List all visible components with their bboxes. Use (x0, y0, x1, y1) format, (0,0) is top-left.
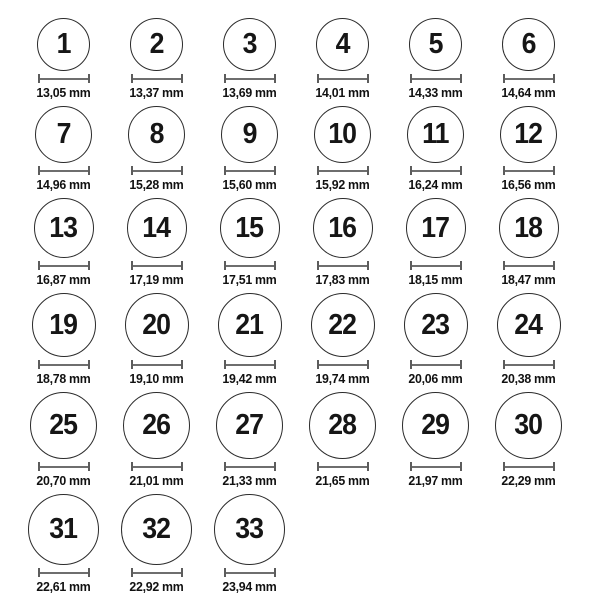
ring-size-number: 1 (56, 28, 71, 60)
measure-line (226, 78, 274, 80)
diameter-measure (38, 568, 90, 577)
diameter-label: 14,96 mm (36, 177, 91, 192)
measure-line (40, 466, 88, 468)
ring-circle (314, 106, 371, 163)
diameter-measure (503, 360, 555, 369)
ring-size-number: 31 (49, 513, 78, 545)
ring-size-cell (17, 18, 110, 100)
ring-circle (130, 18, 183, 71)
ring-size-cell (296, 293, 389, 386)
diameter-measure (38, 166, 90, 175)
measure-line (133, 265, 181, 267)
ring-size-number: 19 (49, 308, 78, 341)
diameter-label: 18,47 mm (501, 272, 556, 287)
ring-size-cell (296, 18, 389, 100)
ring-size-cell (17, 198, 110, 287)
ring-circle (121, 494, 192, 565)
ring-size-cell (110, 18, 203, 100)
measure-tick-right-icon (181, 261, 183, 270)
diameter-label: 15,92 mm (315, 177, 370, 192)
diameter-measure (131, 462, 183, 471)
diameter-measure (503, 261, 555, 270)
measure-tick-right-icon (460, 360, 462, 369)
measure-line (40, 572, 88, 574)
ring-circle (28, 494, 99, 565)
diameter-label: 18,15 mm (408, 272, 463, 287)
measure-tick-right-icon (88, 74, 90, 83)
ring-circle (495, 392, 562, 459)
measure-line (226, 364, 274, 366)
ring-circle (499, 198, 559, 258)
ring-size-cell (17, 293, 110, 386)
ring-circle (123, 392, 190, 459)
ring-size-number: 10 (328, 118, 357, 150)
diameter-measure (38, 74, 90, 83)
ring-size-number: 21 (235, 308, 264, 341)
diameter-label: 18,78 mm (36, 371, 91, 386)
diameter-measure (317, 360, 369, 369)
diameter-measure (224, 462, 276, 471)
measure-tick-right-icon (553, 261, 555, 270)
measure-tick-right-icon (181, 166, 183, 175)
ring-circle (125, 293, 189, 357)
ring-size-number: 33 (235, 513, 264, 545)
ring-circle (127, 198, 187, 258)
ring-circle (313, 198, 373, 258)
measure-line (40, 78, 88, 80)
ring-size-cell (203, 293, 296, 386)
ring-size-number: 22 (328, 308, 357, 341)
measure-tick-right-icon (274, 74, 276, 83)
ring-size-number: 18 (514, 211, 543, 244)
measure-tick-right-icon (88, 462, 90, 471)
diameter-measure (503, 166, 555, 175)
ring-circle (407, 106, 464, 163)
measure-tick-right-icon (460, 74, 462, 83)
measure-line (412, 466, 460, 468)
measure-line (319, 78, 367, 80)
ring-size-cell (110, 198, 203, 287)
diameter-label: 13,69 mm (222, 85, 277, 100)
ring-size-number: 5 (428, 28, 443, 60)
ring-size-number: 6 (521, 28, 536, 60)
ring-size-number: 14 (142, 211, 171, 244)
measure-tick-right-icon (367, 166, 369, 175)
ring-size-number: 32 (142, 513, 171, 545)
measure-tick-right-icon (181, 360, 183, 369)
measure-line (40, 265, 88, 267)
ring-size-cell (389, 198, 482, 287)
ring-size-cell (482, 392, 575, 488)
ring-size-cell (110, 494, 203, 594)
diameter-label: 22,61 mm (36, 579, 91, 594)
diameter-measure (317, 261, 369, 270)
measure-tick-right-icon (274, 360, 276, 369)
ring-circle (34, 198, 94, 258)
diameter-label: 14,33 mm (408, 85, 463, 100)
ring-size-number: 27 (235, 409, 264, 441)
measure-line (412, 78, 460, 80)
ring-circle (128, 106, 185, 163)
diameter-label: 15,60 mm (222, 177, 277, 192)
diameter-measure (224, 261, 276, 270)
ring-size-cell (110, 392, 203, 488)
ring-circle (406, 198, 466, 258)
ring-size-cell (110, 106, 203, 192)
measure-tick-right-icon (553, 360, 555, 369)
ring-circle (221, 106, 278, 163)
diameter-label: 15,28 mm (129, 177, 184, 192)
ring-circle (404, 293, 468, 357)
diameter-measure (410, 74, 462, 83)
measure-line (226, 572, 274, 574)
ring-size-cell (203, 198, 296, 287)
ring-size-cell (203, 494, 296, 594)
measure-tick-right-icon (460, 166, 462, 175)
measure-tick-right-icon (181, 74, 183, 83)
measure-tick-right-icon (553, 166, 555, 175)
measure-line (505, 265, 553, 267)
measure-line (226, 466, 274, 468)
ring-size-cell (389, 106, 482, 192)
ring-circle (32, 293, 96, 357)
ring-size-number: 30 (514, 409, 543, 441)
diameter-measure (317, 166, 369, 175)
ring-size-number: 20 (142, 308, 171, 341)
diameter-measure (38, 261, 90, 270)
ring-size-cell (482, 106, 575, 192)
diameter-label: 19,74 mm (315, 371, 370, 386)
measure-line (412, 364, 460, 366)
diameter-measure (410, 360, 462, 369)
measure-line (319, 265, 367, 267)
diameter-label: 13,37 mm (129, 85, 184, 100)
diameter-measure (503, 74, 555, 83)
ring-size-number: 24 (514, 308, 543, 341)
diameter-label: 20,06 mm (408, 371, 463, 386)
measure-line (133, 364, 181, 366)
ring-circle (218, 293, 282, 357)
ring-size-cell (482, 18, 575, 100)
diameter-measure (410, 166, 462, 175)
diameter-label: 21,01 mm (129, 473, 184, 488)
measure-line (133, 78, 181, 80)
measure-line (505, 466, 553, 468)
ring-size-cell (17, 494, 110, 594)
diameter-label: 20,38 mm (501, 371, 556, 386)
ring-size-number: 15 (235, 211, 264, 244)
diameter-label: 16,87 mm (36, 272, 91, 287)
ring-size-cell (389, 293, 482, 386)
chart-row (17, 494, 600, 594)
diameter-label: 17,51 mm (222, 272, 277, 287)
diameter-label: 13,05 mm (36, 85, 91, 100)
ring-size-number: 25 (49, 409, 78, 441)
diameter-measure (38, 462, 90, 471)
ring-size-number: 23 (421, 308, 450, 341)
measure-tick-right-icon (460, 261, 462, 270)
ring-size-cell (296, 198, 389, 287)
ring-circle (409, 18, 462, 71)
measure-line (40, 170, 88, 172)
measure-line (505, 170, 553, 172)
measure-tick-right-icon (181, 462, 183, 471)
diameter-measure (224, 74, 276, 83)
ring-size-number: 2 (149, 28, 164, 60)
diameter-label: 14,64 mm (501, 85, 556, 100)
ring-circle (37, 18, 90, 71)
ring-size-number: 26 (142, 409, 171, 441)
diameter-label: 17,83 mm (315, 272, 370, 287)
measure-line (412, 265, 460, 267)
measure-line (133, 466, 181, 468)
ring-size-number: 29 (421, 409, 450, 441)
diameter-measure (131, 261, 183, 270)
ring-size-number: 3 (242, 28, 257, 60)
measure-line (226, 265, 274, 267)
ring-size-cell (203, 18, 296, 100)
diameter-label: 21,33 mm (222, 473, 277, 488)
measure-line (40, 364, 88, 366)
diameter-measure (410, 261, 462, 270)
measure-tick-right-icon (88, 261, 90, 270)
diameter-measure (131, 360, 183, 369)
ring-circle (502, 18, 555, 71)
ring-size-number: 17 (421, 211, 450, 244)
diameter-label: 17,19 mm (129, 272, 184, 287)
diameter-label: 19,42 mm (222, 371, 277, 386)
ring-size-number: 11 (422, 118, 449, 150)
diameter-label: 22,92 mm (129, 579, 184, 594)
ring-circle (30, 392, 97, 459)
measure-line (319, 364, 367, 366)
measure-tick-right-icon (88, 568, 90, 577)
chart-row (17, 18, 600, 100)
measure-line (226, 170, 274, 172)
diameter-label: 16,56 mm (501, 177, 556, 192)
ring-size-number: 28 (328, 409, 357, 441)
diameter-measure (224, 166, 276, 175)
ring-size-cell (203, 392, 296, 488)
measure-tick-right-icon (367, 74, 369, 83)
measure-line (319, 170, 367, 172)
measure-tick-right-icon (88, 360, 90, 369)
measure-tick-right-icon (367, 360, 369, 369)
ring-size-number: 9 (242, 118, 257, 150)
ring-size-number: 4 (335, 28, 350, 60)
ring-size-cell (296, 106, 389, 192)
ring-size-cell (482, 293, 575, 386)
measure-line (133, 170, 181, 172)
measure-tick-right-icon (274, 568, 276, 577)
measure-tick-right-icon (274, 261, 276, 270)
diameter-measure (131, 166, 183, 175)
chart-row (17, 198, 600, 287)
diameter-measure (410, 462, 462, 471)
diameter-measure (224, 568, 276, 577)
diameter-measure (38, 360, 90, 369)
diameter-label: 14,01 mm (315, 85, 370, 100)
measure-tick-right-icon (460, 462, 462, 471)
ring-size-cell (389, 18, 482, 100)
ring-circle (216, 392, 283, 459)
measure-line (505, 364, 553, 366)
ring-circle (497, 293, 561, 357)
chart-row (17, 293, 600, 386)
diameter-label: 16,24 mm (408, 177, 463, 192)
measure-line (319, 466, 367, 468)
measure-line (412, 170, 460, 172)
measure-tick-right-icon (553, 74, 555, 83)
ring-size-cell (203, 106, 296, 192)
ring-size-cell (296, 392, 389, 488)
diameter-label: 21,97 mm (408, 473, 463, 488)
diameter-label: 19,10 mm (129, 371, 184, 386)
measure-line (505, 78, 553, 80)
diameter-measure (317, 462, 369, 471)
measure-tick-right-icon (181, 568, 183, 577)
measure-line (133, 572, 181, 574)
chart-row (17, 106, 600, 192)
diameter-measure (131, 74, 183, 83)
measure-tick-right-icon (274, 166, 276, 175)
diameter-label: 23,94 mm (222, 579, 277, 594)
chart-row (17, 392, 600, 488)
ring-size-cell (389, 392, 482, 488)
ring-size-cell (482, 198, 575, 287)
ring-circle (35, 106, 92, 163)
ring-circle (311, 293, 375, 357)
diameter-measure (224, 360, 276, 369)
measure-tick-right-icon (367, 261, 369, 270)
ring-circle (500, 106, 557, 163)
measure-tick-right-icon (88, 166, 90, 175)
diameter-label: 20,70 mm (36, 473, 91, 488)
ring-circle (316, 18, 369, 71)
ring-circle (214, 494, 285, 565)
ring-size-number: 8 (149, 118, 164, 150)
ring-size-number: 13 (49, 211, 78, 244)
diameter-measure (317, 74, 369, 83)
diameter-label: 22,29 mm (501, 473, 556, 488)
diameter-label: 21,65 mm (315, 473, 370, 488)
diameter-measure (503, 462, 555, 471)
ring-size-number: 12 (514, 118, 543, 150)
measure-tick-right-icon (274, 462, 276, 471)
ring-circle (309, 392, 376, 459)
ring-size-number: 16 (328, 211, 357, 244)
ring-size-cell (17, 392, 110, 488)
measure-tick-right-icon (553, 462, 555, 471)
measure-tick-right-icon (367, 462, 369, 471)
ring-circle (402, 392, 469, 459)
ring-size-number: 7 (56, 118, 71, 150)
ring-size-cell (110, 293, 203, 386)
ring-size-cell (17, 106, 110, 192)
ring-circle (223, 18, 276, 71)
diameter-measure (131, 568, 183, 577)
ring-circle (220, 198, 280, 258)
